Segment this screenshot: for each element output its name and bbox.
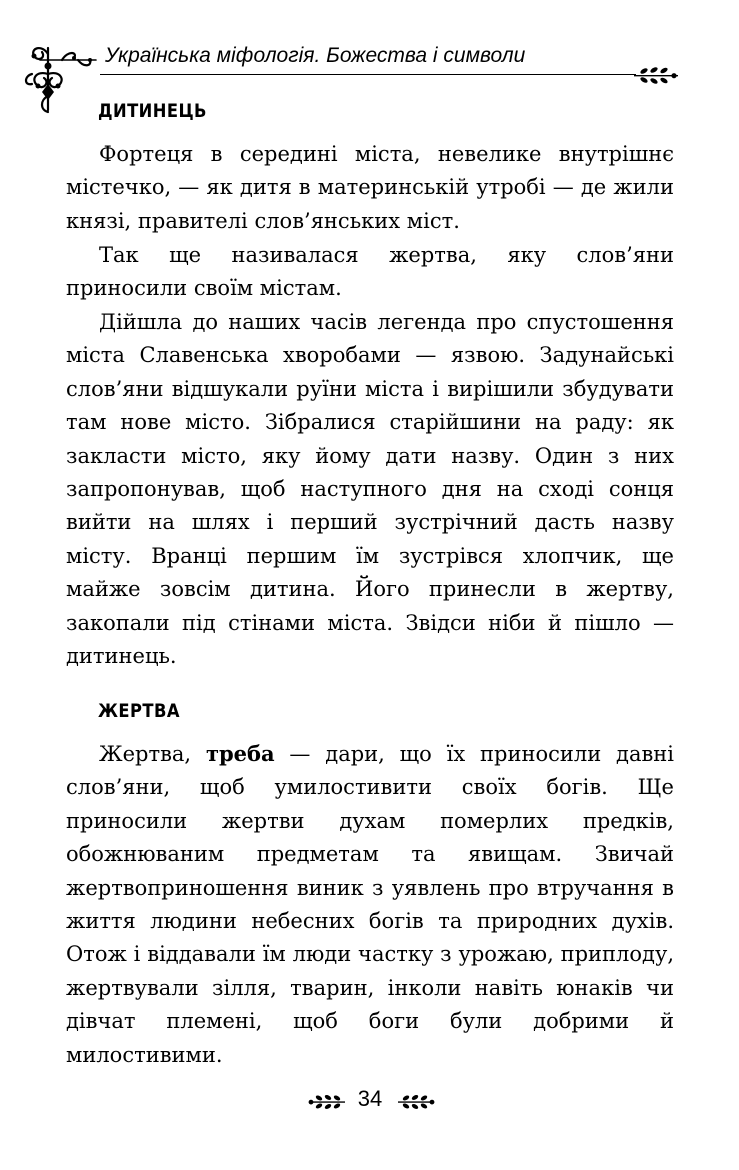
paragraph: Фортеця в середині міста, невелике внутрішнє містечко, — як дитя в материнській утробі — де жили князі, правителі слов’янських міст. (66, 142, 674, 233)
section-heading: ЖЕРТВА (98, 700, 180, 722)
leaf-ornament-icon (632, 64, 680, 86)
paragraph: Дійшла до наших часів легенда про спустошення міста Славенська хворобами — язвою. Задунайські слов’яни відшукали руїни міста і вирішили збудувати там нове місто. Зібралися старійшини на раду: як закласти місто, яку йому дати назву. Один з них запропонував, щоб наступного дня на сході сонця вийти на шлях і перший зустрічний дасть назву місту. Вранці першим їм зустрівся хлопчик, ще майже зовсім дитина. Його принесли в жертву, закопали під стінами міста. Звідси ніби й пішло — дитинець. (66, 310, 674, 669)
bold-term: треба (205, 741, 275, 766)
leaf-ornament-right-icon (396, 1092, 436, 1112)
running-header-title: Українська міфологія. Божества і символи (105, 44, 526, 67)
paragraph-lead: Жертва, (99, 742, 206, 766)
corner-flourish-ornament (18, 40, 98, 115)
header-rule (100, 74, 636, 75)
leaf-ornament-left-icon (307, 1092, 347, 1112)
page-number: 34 (357, 1086, 383, 1111)
paragraph (66, 737, 674, 1072)
section-heading: ДИТИНЕЦЬ (98, 100, 207, 122)
paragraph-body: — дари, що їх приносили давні слов’яни, щоб умилостивити своїх богів. Ще приносили жертви духам померлих предків, обожнюваним предметам та явищам. Звичай жертвоприношення виник з уявлень про втручання в життя людини небесних богів та природних духів. Отож і віддавали їм люди частку з урожаю, приплоду, жертвували зілля, тварин, інколи навіть юнаків чи дівчат племені, щоб боги були добрими й милостивими. (66, 742, 675, 1067)
paragraph: Так ще називалася жертва, яку слов’яни приносили своїм містам. (66, 243, 674, 301)
